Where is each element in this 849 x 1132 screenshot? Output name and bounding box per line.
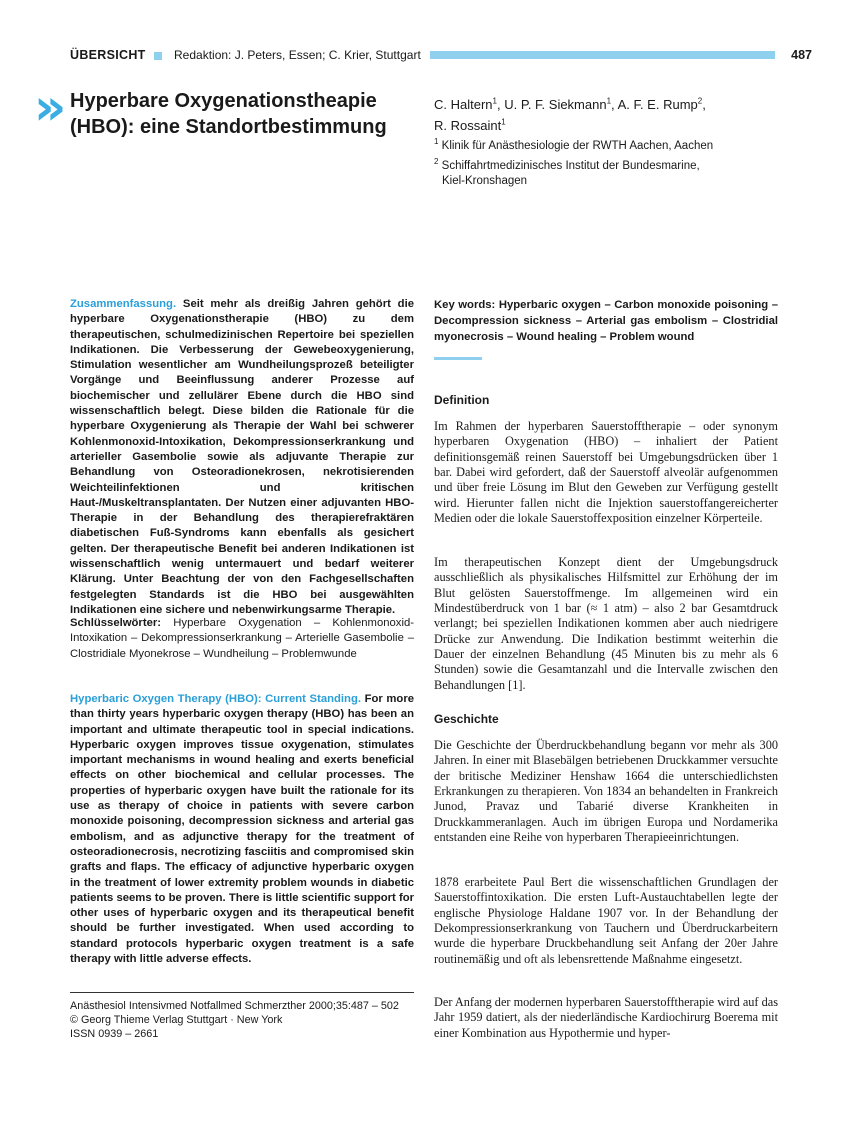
- publisher-line: © Georg Thieme Verlag Stuttgart · New York: [70, 1014, 283, 1026]
- abstract-english: [70, 692, 414, 967]
- citation-footer: [70, 992, 414, 1041]
- keywords-english-label: Key words:: [434, 299, 496, 311]
- definition-paragraph-2: Im therapeutischen Konzept dient der Umgebungsdruck ausschließlich als physikalisches Hilfsmittel zur Erhöhung der im Blut gelösten Sauerstoffmenge. Im allgemeinen wird ein Mindestüberdruck von 1 bar (≈ 1 atm) – also 2 bar Gesamtdruck verlangt; bei speziellen Indikationen kommen aber auch niedrigere Drücke zur Anwendung. Die Indikation bestimmt weiterhin die Dauer der einzelnen Behandlung (45 Minuten bis zu mehr als 6 Stunden) sowie die Gesamtanzahl und die Intervalle zwischen den Behandlungen [1].: [434, 555, 778, 692]
- keywords-german: [70, 616, 414, 662]
- section-label: ÜBERSICHT: [70, 48, 146, 62]
- definition-paragraph-1: Im Rahmen der hyperbaren Sauerstofftherapie – oder synonym hyperbaren Oxygenation (HBO) – inhaliert der Patient definitionsgemäß reinen Sauerstoff bei Umgebungsdrücken über 1 bar. Dabei wird gefordert, daß der Sauerstoff alveolär aufgenommen und über freie Lösung im Blut den Geweben zur Verfügung gestellt wird. Hierunter fallen nicht die Injektion sauerstoffangereicherter Medien oder die lokale Sauerstoffexposition einzelner Körperteile.: [434, 419, 778, 526]
- author-list: [434, 93, 764, 134]
- abstract-german-label: Zusammenfassung.: [70, 298, 177, 310]
- journal-reference: Anästhesiol Intensivmed Notfallmed Schmerzther 2000;35:487 – 502: [70, 1000, 399, 1012]
- page-number: 487: [791, 48, 812, 62]
- heading-geschichte: Geschichte: [434, 712, 499, 726]
- header-square-marker: [154, 52, 162, 60]
- affiliation-2: $^2$ Schiffahrtmedizinisches Institut der Bundesmarine,: [434, 156, 700, 172]
- article-title: Hyperbare Oxygenationstheapie (HBO): eine Standortbestimmung: [70, 90, 387, 138]
- quote-mark-icon: »: [34, 78, 61, 136]
- header-accent-bar: [430, 51, 775, 59]
- geschichte-paragraph-1: Die Geschichte der Überdruckbehandlung begann vor mehr als 300 Jahren. In einer mit Blasebälgen betriebenen Druckkammer versuchte der britische Mediziner Henshaw 1664 die unterschiedlichsten Erkrankungen zu therapieren. Von 1834 an behandelten in Frankreich Junod, Pravaz und Tabarié diverse Krankheiten in Druckkammeranlagen. Auch im übrigen Europa und Nordamerika entstanden eine Reihe von hyperbaren Therapieeinrichtungen.: [434, 738, 778, 845]
- abstract-german-text: Seit mehr als dreißig Jahren gehört die hyperbare Oxygenationstherapie (HBO) zu dem therapeutischen, schulmedizinischen Repertoire bei speziellen Indikationen. Die Verbesserung der Gewebeoxygenierung, Stimulation wesentlicher am Wundheilungsprozeß beteiligter Vorgänge und Beeinflussung anderer Prozesse auf biochemischer und zellulärer Ebene durch die HBO sind wissenschaftlich belegt. Diese bilden die Rationale für die hyperbare Oxygenierung als Therapie der Wahl bei schwerer Kohlenmonoxid-Intoxikation, Dekompressionserkrankung und arterieller Gasembolie sowie als adjuvante Therapie zur Behandlung von Osteoradionekrosen, nekrotisierenden Weichteilinfektionen und kritischen Haut-/Muskeltransplantaten. Der Nutzen einer adjuvanten HBO-Therapie in der Behandlung des therapierefraktären diabetischen Fuß-Syndroms kann ebenfalls als gesichert gelten. Der therapeutische Benefit bei anderen Indikationen ist wissenschaftlich wenig untermauert und bedarf weiterer Klärung. Unter Beachtung der von den Fachgesellschaften festgelegten Standards ist die HBO bei ausgewählten Indikationen eine sichere und nebenwirkungsarme Therapie.: [70, 298, 414, 616]
- affiliation-1: $^1$ Klinik für Anästhesiologie der RWTH Aachen, Aachen: [434, 137, 714, 152]
- abstract-english-text: For more than thirty years hyperbaric oxygen therapy (HBO) has been an important and ultimate therapeutic tool in special indications. Hyperbaric oxygen improves tissue oxygenation, stimulates important mechanisms in wound healing and exerts beneficial effects on other biochemical and cellular processes. The properties of hyperbaric oxygen have built the rationale for its use as therapy of choice in patients with severe carbon monoxide poisoning, decompression sickness and arterial gas embolism, and as adjunctive therapy for the treatment of osteoradionecrosis, necrotizing fasciitis and compromised skin grafts and flaps. The efficacy of adjunctive hyperbaric oxygen in the treatment of lower extremity problem wounds in diabetic patients seems to be proven. There is little scientific support for other uses of hyperbaric oxygen and its therapeutical benefit should be further investigated. When used according to standard protocols hyperbaric oxygen treatment is a safe therapy with little adverse effects.: [70, 693, 415, 966]
- affiliation-2-continued: Kiel-Kronshagen: [442, 174, 528, 187]
- keywords-german-text: Hyperbare Oxygenation – Kohlenmonoxid-Intoxikation – Dekompressionserkrankung – Arterielle Gasembolie – Clostridiale Myonekrose – Wundheilung – Problemwunde: [70, 617, 414, 660]
- issn-line: ISSN 0939 – 2661: [70, 1028, 159, 1040]
- heading-definition: Definition: [434, 393, 490, 407]
- keywords-english: [434, 297, 778, 345]
- keywords-english-text: Hyperbaric oxygen – Carbon monoxide poisoning – Decompression sickness – Arterial gas embolism – Clostridial myonecrosis – Wound healing – Problem wound: [434, 299, 778, 343]
- author: A. F. E. Rump$^2$,: [617, 97, 706, 113]
- running-header: [70, 48, 812, 66]
- author: R. Rossaint$^1$: [434, 117, 506, 133]
- keywords-german-label: Schlüsselwörter:: [70, 617, 162, 629]
- affiliations: [434, 134, 764, 189]
- geschichte-paragraph-2: 1878 erarbeitete Paul Bert die wissenschaftlichen Grundlagen der Sauerstoffintoxikation. Die ersten Luft-Austauchtabellen legte der englische Physiologe Haldane 1907 vor. In der Behandlung der Dekompressionserkrankung von Tauchern und Überdruckarbeitern wurde die hyperbare Druckbehandlung seit Anfang der 20er Jahre routinemäßig und oft als lebensrettende Maßnahme eingesetzt.: [434, 875, 778, 966]
- abstract-english-label: Hyperbaric Oxygen Therapy (HBO): Current Standing.: [70, 693, 361, 705]
- geschichte-paragraph-3: Der Anfang der modernen hyperbaren Sauerstofftherapie wird auf das Jahr 1959 datiert, als der niederländische Kardiochirurg Boerema mit einer Kombination aus Hypothermie und hyper-: [434, 995, 778, 1040]
- section-divider: [434, 357, 482, 360]
- abstract-german: [70, 297, 414, 618]
- author: C. Haltern$^1$,: [434, 97, 505, 113]
- author: U. P. F. Siekmann$^1$,: [504, 97, 618, 113]
- editors-line: Redaktion: J. Peters, Essen; C. Krier, Stuttgart: [174, 48, 421, 62]
